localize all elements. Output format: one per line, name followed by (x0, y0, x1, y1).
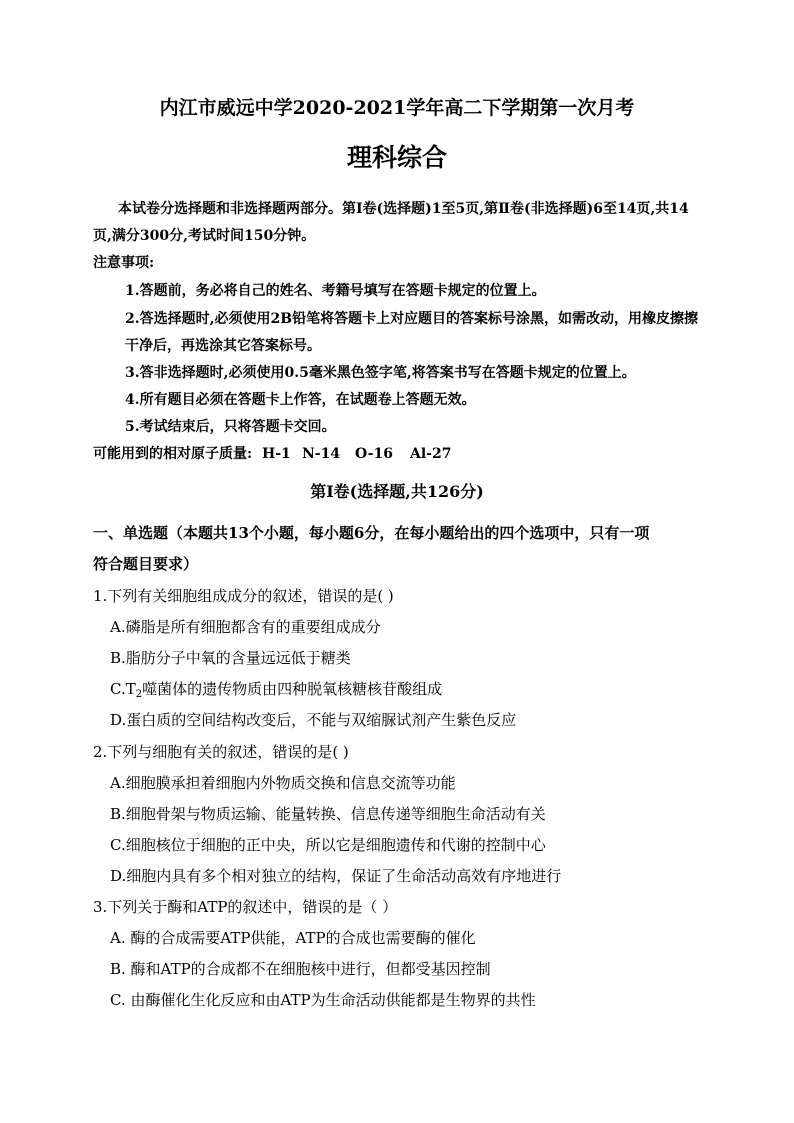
q1-option-c-subscript: 2 (135, 689, 143, 700)
intro-line-1: 本试卷分选择题和非选择题两部分。第Ⅰ卷(选择题)1至5页,第Ⅱ卷(非选择题)6至14页,共14 (118, 201, 689, 217)
atomic-mass-h: H-1 (262, 446, 291, 462)
question-stem-2: 2.下列与细胞有关的叙述，错误的是( ) (93, 743, 349, 761)
q3-option-b: B. 酶和ATP的合成都不在细胞核中进行，但都受基因控制 (110, 960, 491, 978)
q1-option-b: B.脂肪分子中氧的含量远远低于糖类 (110, 649, 351, 667)
note-item: 4.所有题目必须在答题卡上作答，在试题卷上答题无效。 (125, 392, 476, 408)
question-stem-1: 1.下列有关细胞组成成分的叙述，错误的是( ) (93, 587, 394, 605)
notes-heading: 注意事项: (93, 255, 155, 271)
q1-option-d: D.蛋白质的空间结构改变后，不能与双缩脲试剂产生紫色反应 (110, 711, 517, 729)
q1-option-c-prefix: C.T (110, 680, 136, 698)
q2-option-d: D.细胞内具有多个相对独立的结构，保证了生命活动高效有序地进行 (110, 867, 562, 885)
q1-option-a: A.磷脂是所有细胞都含有的重要组成成分 (110, 618, 381, 636)
note-item: 2.答选择题时,必须使用2B铅笔将答题卡上对应题目的答案标号涂黑，如需改动，用橡皮擦擦 (125, 311, 699, 327)
q3-option-c: C. 由酶催化生化反应和由ATP为生命活动供能都是生物界的共性 (110, 991, 536, 1009)
q3-option-a: A. 酶的合成需要ATP供能，ATP的合成也需要酶的催化 (110, 929, 476, 947)
subject-title: 理科综合 (346, 143, 447, 172)
q1-option-c-text: 噬菌体的遗传物质由四种脱氧核糖核苷酸组成 (142, 680, 443, 698)
q1-option-c (110, 680, 442, 699)
part1-title: 第Ⅰ卷(选择题,共126分) (310, 482, 484, 501)
q2-option-b: B.细胞骨架与物质运输、能量转换、信息传递等细胞生命活动有关 (110, 805, 546, 823)
intro-line-2: 页,满分300分,考试时间150分钟。 (93, 228, 316, 244)
atomic-mass-n: N-14 (302, 446, 341, 462)
exam-title: 内江市威远中学2020-2021学年高二下学期第一次月考 (159, 97, 635, 119)
section1-heading-line-2: 符合题目要求） (93, 555, 199, 573)
q2-option-a: A.细胞膜承担着细胞内外物质交换和信息交流等功能 (110, 774, 456, 792)
section1-heading-line-1: 一、单选题（本题共13个小题，每小题6分，在每小题给出的四个选项中，只有一项 (93, 524, 650, 542)
question-stem-3: 3.下列关于酶和ATP的叙述中，错误的是（ ） (93, 898, 398, 916)
atomic-mass-al: Al-27 (410, 446, 452, 462)
atomic-mass-label: 可能用到的相对原子质量: (93, 446, 253, 462)
note-item: 干净后，再选涂其它答案标号。 (125, 338, 321, 354)
note-item: 3.答非选择题时,必须使用0.5毫米黑色签字笔,将答案书写在答题卡规定的位置上。 (125, 365, 636, 381)
q2-option-c: C.细胞核位于细胞的正中央，所以它是细胞遗传和代谢的控制中心 (110, 836, 546, 854)
note-item: 1.答题前，务必将自己的姓名、考籍号填写在答题卡规定的位置上。 (125, 283, 546, 299)
note-item: 5.考试结束后，只将答题卡交回。 (125, 419, 336, 435)
atomic-mass-o: O-16 (355, 446, 394, 462)
